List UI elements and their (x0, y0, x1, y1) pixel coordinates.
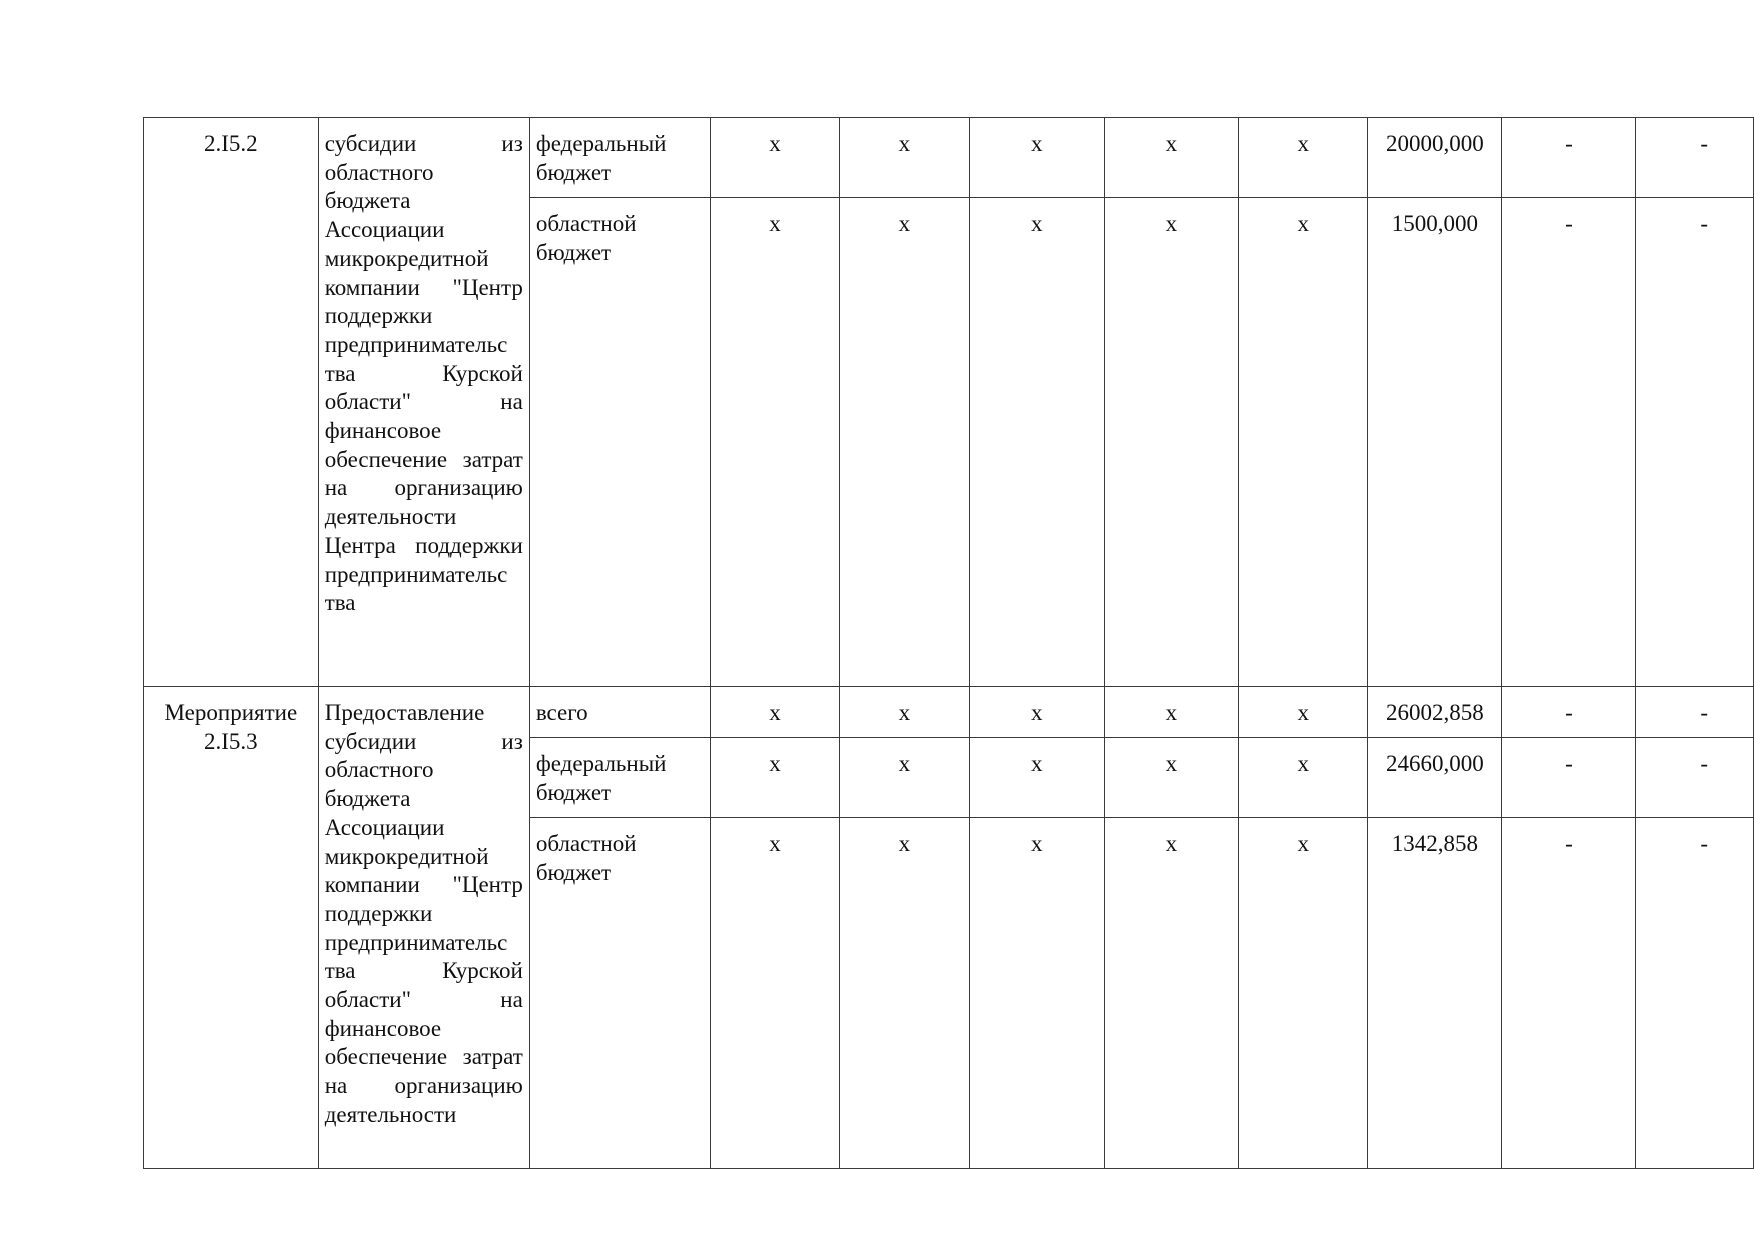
dash-cell: - (1636, 738, 1754, 818)
measure-name-cell (318, 118, 529, 687)
value-cell: x (1238, 118, 1367, 198)
dash-cell: - (1636, 818, 1754, 1169)
amount-cell: 20000,000 (1368, 118, 1502, 198)
amount-cell: 24660,000 (1368, 738, 1502, 818)
value-cell: x (1104, 738, 1238, 818)
funding-source: областной бюджет (535, 211, 637, 265)
value-cell: x (710, 118, 839, 198)
value-cell: x (840, 118, 969, 198)
measure-name-cell (318, 687, 529, 1169)
funding-source: федеральный бюджет (535, 131, 667, 185)
value-cell: x (1238, 198, 1367, 687)
value-cell: x (969, 198, 1104, 687)
value-cell: x (710, 738, 839, 818)
amount-cell: 26002,858 (1368, 687, 1502, 738)
dash-cell: - (1502, 118, 1636, 198)
funding-source-cell (529, 118, 710, 198)
dash-cell: - (1502, 738, 1636, 818)
value-cell: x (969, 687, 1104, 738)
value-cell: x (969, 118, 1104, 198)
value-cell: x (1104, 118, 1238, 198)
measure-name: Предоставление субсидии из областного бюджета Ассоциации микрокредитной компании "Центр поддержки предпринимательс тва Курской области" на финансовое обеспечение затрат на организацию деятельности (324, 700, 523, 1127)
funding-source: федеральный бюджет (535, 751, 667, 805)
budget-table (143, 117, 1754, 1169)
value-cell: x (710, 818, 839, 1169)
dash-cell: - (1502, 818, 1636, 1169)
dash-cell: - (1502, 687, 1636, 738)
measure-number: Мероприятие 2.I5.3 (164, 700, 298, 754)
value-cell: x (1104, 198, 1238, 687)
amount-cell: 1342,858 (1368, 818, 1502, 1169)
funding-source: областной бюджет (535, 831, 637, 885)
measure-number-cell (144, 118, 319, 687)
value-cell: x (840, 198, 969, 687)
funding-source-cell (529, 738, 710, 818)
value-cell: x (1238, 818, 1367, 1169)
measure-name: субсидии из областного бюджета Ассоциации микрокредитной компании "Центр поддержки предпринимательс тва Курской области" на финансовое обеспечение затрат на организацию деятельности Центра поддержки предпринимательс тва (324, 131, 523, 616)
table-row (144, 118, 1754, 198)
dash-cell: - (1636, 198, 1754, 687)
value-cell: x (1104, 687, 1238, 738)
value-cell: x (710, 198, 839, 687)
funding-source: всего (535, 700, 588, 725)
funding-source-cell (529, 687, 710, 738)
value-cell: x (969, 738, 1104, 818)
dash-cell: - (1502, 198, 1636, 687)
value-cell: x (840, 738, 969, 818)
dash-cell: - (1636, 687, 1754, 738)
value-cell: x (1104, 818, 1238, 1169)
value-cell: x (840, 818, 969, 1169)
value-cell: x (969, 818, 1104, 1169)
measure-number: 2.I5.2 (204, 131, 258, 156)
measure-number-cell (144, 687, 319, 1169)
amount-cell: 1500,000 (1368, 198, 1502, 687)
funding-source-cell (529, 198, 710, 687)
dash-cell: - (1636, 118, 1754, 198)
value-cell: x (1238, 687, 1367, 738)
value-cell: x (1238, 738, 1367, 818)
funding-source-cell (529, 818, 710, 1169)
value-cell: x (840, 687, 969, 738)
value-cell: x (710, 687, 839, 738)
table-row (144, 687, 1754, 738)
